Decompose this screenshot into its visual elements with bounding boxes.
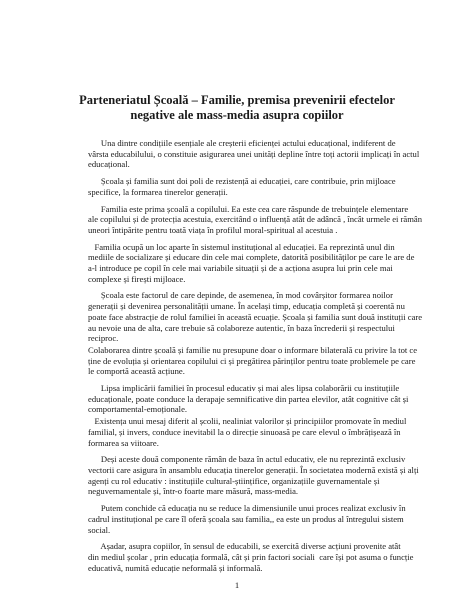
paragraph-line: Așadar, asupra copiilor, în sensul de educabili, se exercită diverse acțiuni provenite atât xyxy=(88,541,401,552)
paragraph-line: cadrul instituțional pe care îl oferă școala sau familia,, ea este un produs al întregului sistem xyxy=(88,513,404,524)
paragraph-line: vârsta educabilului, o constituie asigurarea unei unități depline între toți actorii implicați în actul xyxy=(88,148,420,159)
paragraph xyxy=(88,203,423,236)
paragraph xyxy=(88,176,410,197)
paragraph xyxy=(88,344,418,377)
page-number: 1 xyxy=(234,580,240,590)
paragraph-line: poate face abstracție de rolul familiei în această ecuație. Școala și familia sunt două instituții care xyxy=(88,311,423,322)
document-title xyxy=(60,93,414,123)
paragraph-line: formarea sa viitoare. xyxy=(88,437,159,448)
paragraph-line: Una dintre condițiile esențiale ale creșterii eficienței actului educațional, indiferent de xyxy=(88,138,396,148)
paragraph-line: din mediul școlar , prin educația formală, cât și prin factori sociali care își pot asuma o funcție xyxy=(88,551,414,562)
paragraph-line: le comportă această acțiune. xyxy=(88,366,185,377)
paragraph-line: specifice, la formarea tinerelor generații. xyxy=(88,186,228,197)
paragraph-line: social. xyxy=(88,524,111,535)
paragraph xyxy=(88,541,414,573)
title-line: negative ale mass-media asupra copiilor xyxy=(130,108,344,122)
paragraph-line: reciproc. xyxy=(88,333,119,344)
paragraph xyxy=(88,454,419,497)
paragraph-line: familial, și invers, conduce inevitabil la o direcție sinuoasă pe care elevul o îmbrățișează în xyxy=(88,426,401,437)
paragraph xyxy=(88,241,415,285)
paragraph-line: generații și devenirea personalității umane. În același timp, educația completă și coerentă nu xyxy=(88,301,405,312)
paragraph-line: uneori întipărite pentru toată viața în profilul moral-spiritual al acestuia . xyxy=(88,224,338,235)
paragraph-line: Familia este prima școală a copilului. Ea este cea care răspunde de trebuințele elementare xyxy=(88,203,409,214)
paragraph-line: ale copilului și de protecția acestuia, exercitând o influență atât de adâncă , încât urmele ei rămân xyxy=(88,214,423,225)
paragraph-line: educaționale, poate conduce la derapaje semnificative din partea elevilor, atât cognitive cât și xyxy=(88,393,409,404)
paragraph xyxy=(88,416,410,448)
paragraph-line: neguvernamentale și, într-o foarte mare măsură, mass-media. xyxy=(88,486,299,497)
paragraph xyxy=(88,290,423,344)
document-body xyxy=(88,138,423,579)
paragraph-line: a-l introduce pe copil în cele mai variabile situații și de a acționa asupra lui prin cele mai xyxy=(88,263,393,274)
paragraph-line: complexe și firești mijloace. xyxy=(88,273,186,284)
paragraph-line: ține de evoluția și orientarea copilului ci și pregătirea părinților pentru toate problemele pe care xyxy=(88,355,416,366)
paragraph-line: Lipsa implicării familiei în procesul educativ și mai ales lipsa colaborării cu instituțiile xyxy=(88,383,400,394)
paragraph-line: mediile de socializare și educare din cele mai complete, datorită posibilităților pe care le are de xyxy=(88,252,415,263)
paragraph-line: au nevoie una de alta, care trebuie să colaboreze autentic, în baza încrederii și respectului xyxy=(88,322,395,333)
paragraph-line: Școala și familia sunt doi poli de rezistență ai educației, care contribuie, prin mijloace xyxy=(88,176,396,187)
paragraph xyxy=(88,383,410,415)
paragraph-line: Școala este factorul de care depinde, de asemenea, în mod covârșitor formarea noilor xyxy=(88,290,393,301)
paragraph-line: Colaborarea dintre școală și familie nu presupune doar o informare bilaterală cu privire la tot ce xyxy=(88,344,418,355)
paragraph-line: educațional. xyxy=(88,159,130,170)
paragraph-line: comportamental-emoționale. xyxy=(88,404,188,415)
paragraph-line: Putem conchide că educația nu se reduce la dimensiunile unui proces realizat exclusiv în xyxy=(88,503,406,514)
paragraph xyxy=(88,138,420,170)
paragraph-line: vectorii care asigura în ansamblu educația tinerelor generații. În societatea modernă există și alți xyxy=(88,464,419,475)
paragraph-line: agenți cu rol educativ : instituțiile cultural-științifice, organizațiile guvernamentale și xyxy=(88,475,380,486)
paragraph-line: Deși aceste două componente rămân de baza în actul educativ, ele nu reprezintă exclusiv xyxy=(88,454,406,465)
title-line: Parteneriatul Școală – Familie, premisa prevenirii efectelor xyxy=(79,93,395,107)
paragraph-line: educativă, numită educație neformală și informală. xyxy=(88,562,263,573)
paragraph-line: Familia ocupă un loc aparte în sistemul instituțional al educației. Ea reprezintă unul din xyxy=(88,241,395,252)
paragraph xyxy=(88,503,410,535)
paragraph-line: Existența unui mesaj diferit al școlii, nealiniat valorilor și principiilor promovate în mediul xyxy=(88,416,407,427)
